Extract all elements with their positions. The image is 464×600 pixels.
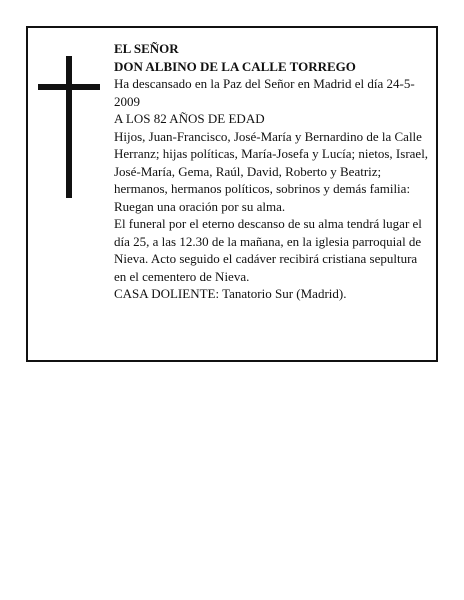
funeral-details: El funeral por el eterno descanso de su alma tendrá lugar el día 25, a las 12.30 de la mañana, en la iglesia parroquial de Nieva. Acto seguido el cadáver recibirá cristiana sepultura en el cementero de Nieva. <box>114 216 422 284</box>
mourning-house: CASA DOLIENTE: Tanatorio Sur (Madrid). <box>114 286 347 301</box>
rest-statement: Ha descansado en la Paz del Señor en Madrid el día 24-5-2009 <box>114 76 415 109</box>
notice-text <box>114 40 430 303</box>
cross-horizontal-bar <box>38 84 100 90</box>
family-list: Hijos, Juan-Francisco, José-María y Bernardino de la Calle Herranz; hijas políticas, María-Josefa y Lucía; nietos, Israel, José-María, Gema, Raúl, David, Roberto y Beatriz; hermanos, hermanos políticos, sobrinos y demás familia: <box>114 128 429 196</box>
age-line: A LOS 82 AÑOS DE EDAD <box>114 111 265 126</box>
latin-cross-icon <box>38 56 100 198</box>
deceased-name: DON ALBINO DE LA CALLE TORREGO <box>114 58 356 74</box>
title-line-1: EL SEÑOR <box>114 41 179 56</box>
obituary-notice <box>26 26 438 362</box>
prayer-request: Ruegan una oración por su alma. <box>114 198 286 214</box>
cross-vertical-bar <box>66 56 72 198</box>
